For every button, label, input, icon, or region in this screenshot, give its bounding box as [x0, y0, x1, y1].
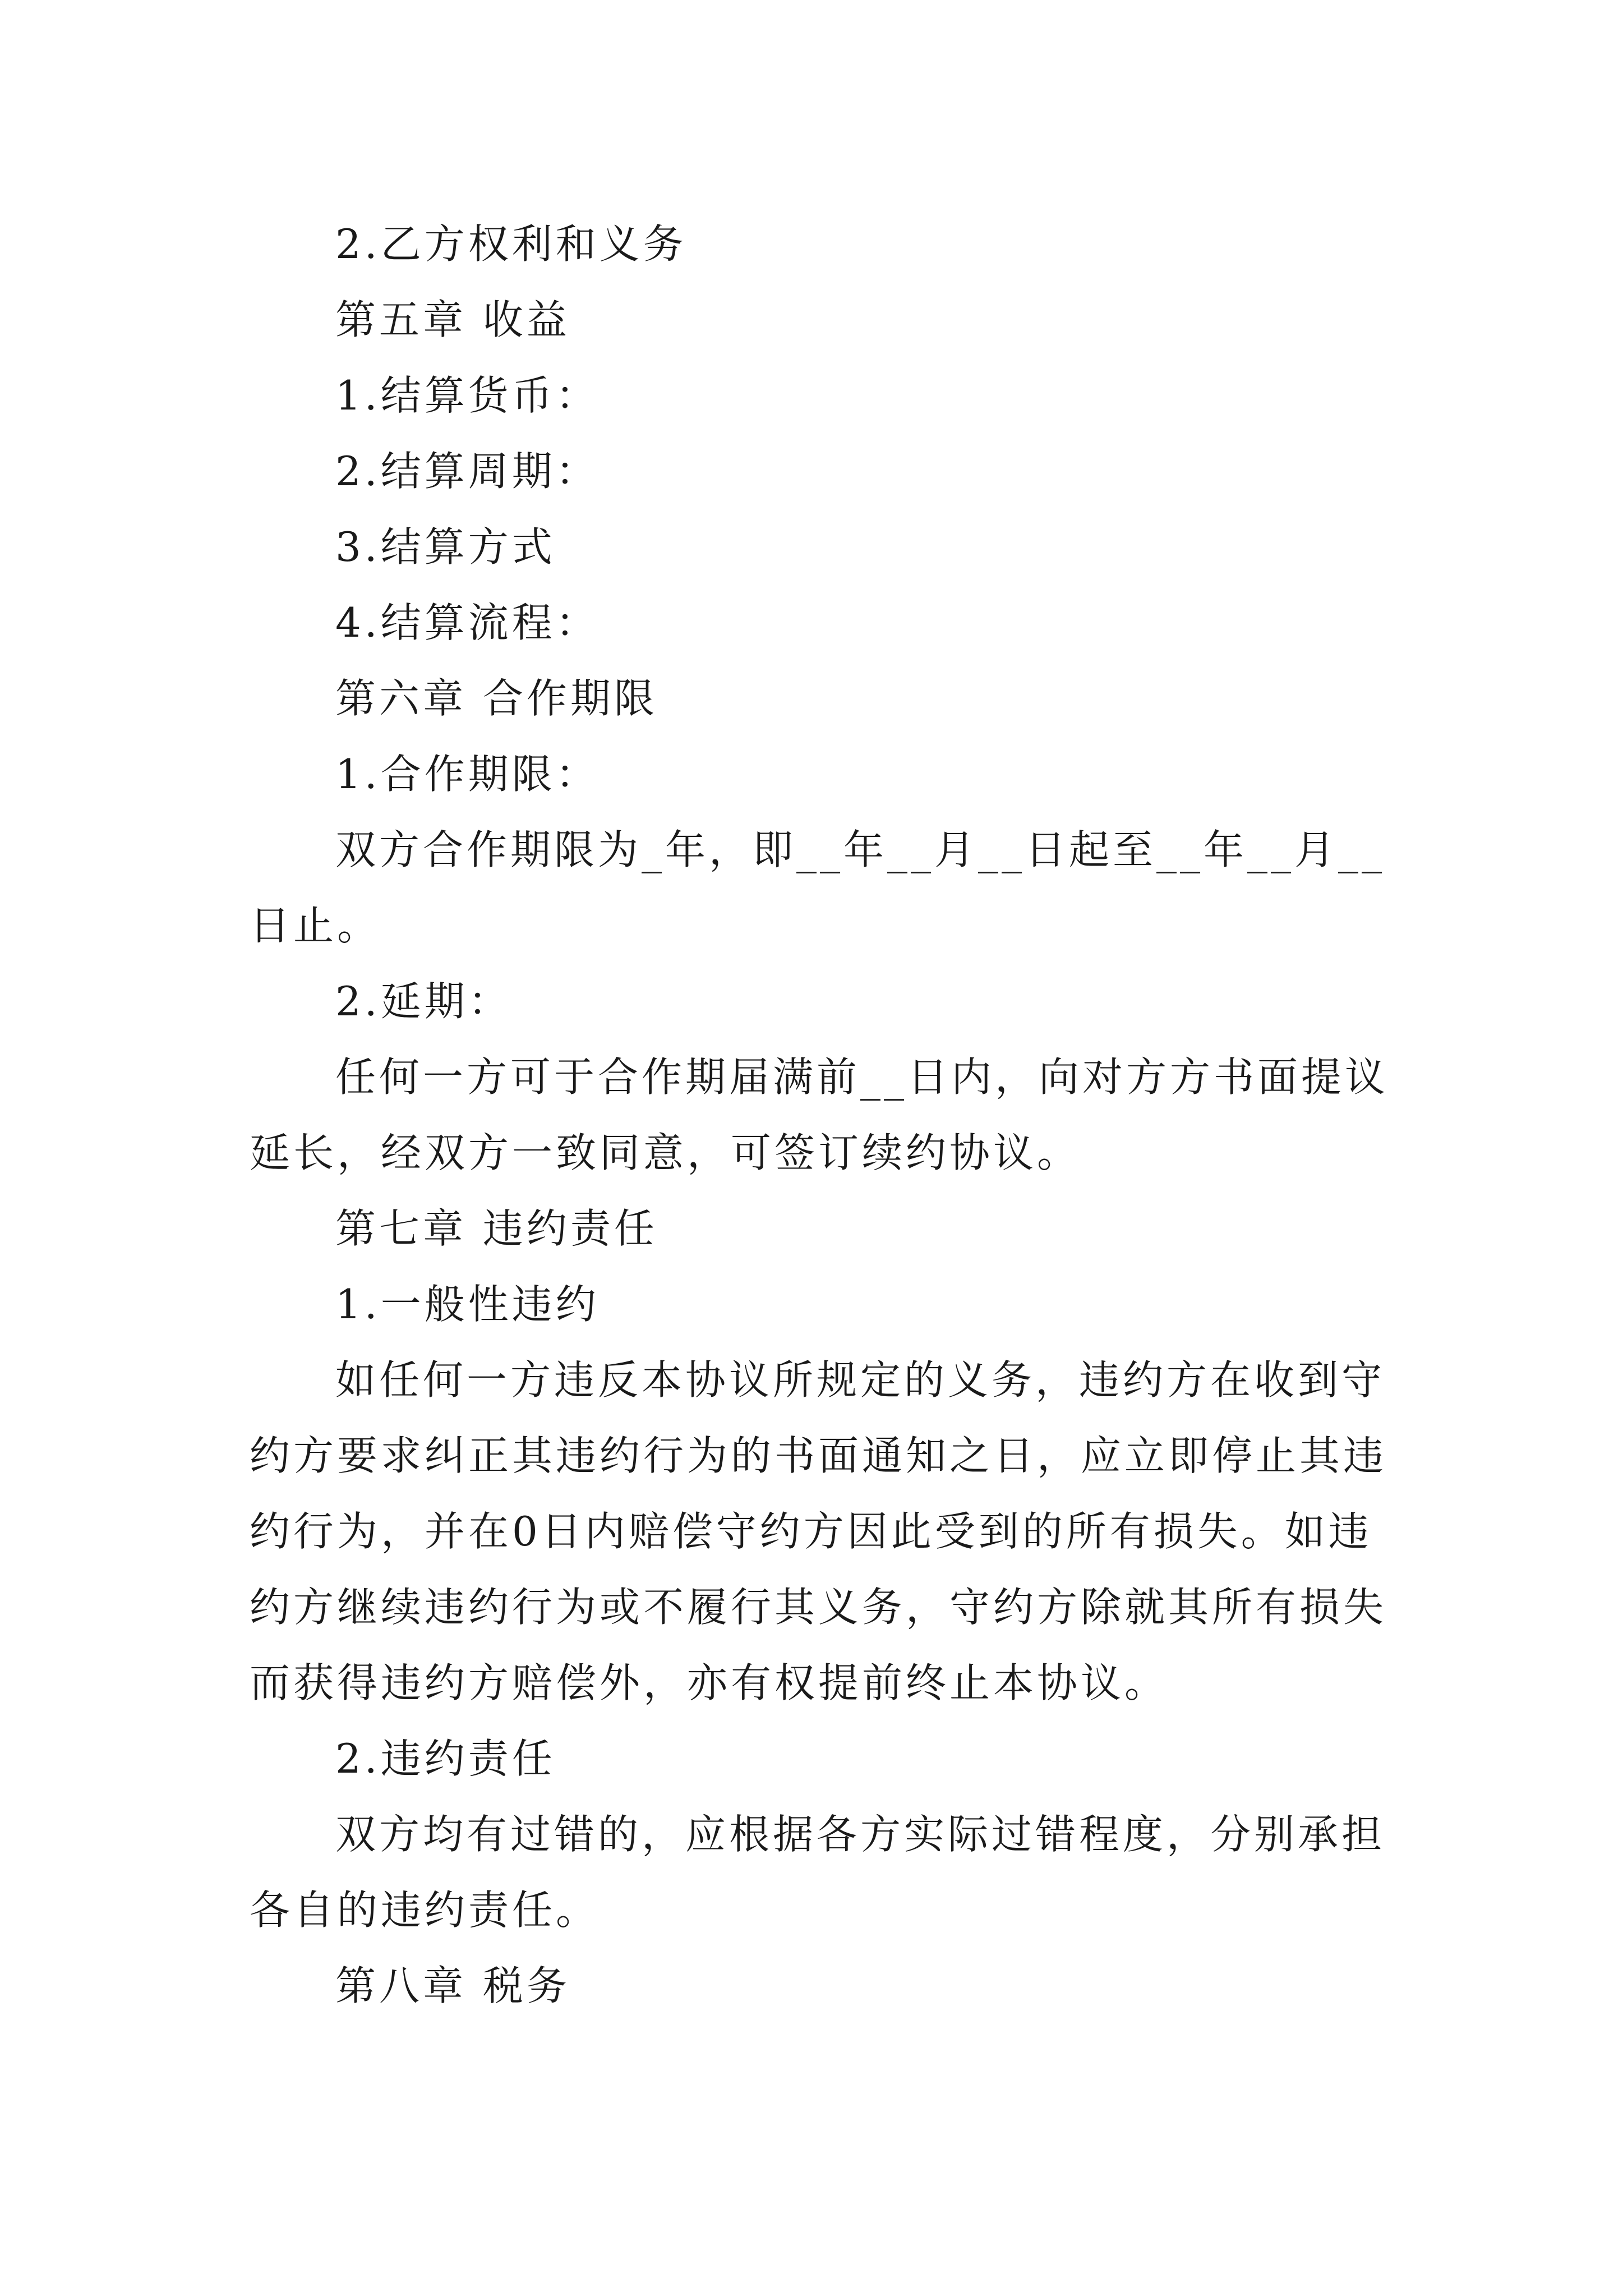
clause-breach-liability: 2.违约责任 — [335, 1735, 556, 1782]
chapter-6-heading: 第六章 合作期限 — [335, 675, 658, 722]
chapter-8-heading: 第八章 税务 — [335, 1962, 570, 2009]
clause-cooperation-term: 1.合作期限： — [335, 751, 600, 798]
breach-paragraph-line-2: 约方要求纠正其违约行为的书面通知之日，应立即停止其违 — [250, 1432, 1387, 1479]
term-paragraph-line-1: 双方合作期限为_年，即__年__月__日起至__年__月__ — [335, 826, 1386, 873]
breach-paragraph-line-4: 约方继续违约行为或不履行其义务，守约方除就其所有损失 — [250, 1584, 1387, 1631]
breach-paragraph-line-3: 约行为，并在0日内赔偿守约方因此受到的所有损失。如违 — [250, 1508, 1372, 1555]
clause-settlement-process: 4.结算流程： — [335, 599, 600, 646]
breach-paragraph-line-1: 如任何一方违反本协议所规定的义务，违约方在收到守 — [335, 1356, 1386, 1404]
clause-settlement-currency: 1.结算货币： — [335, 372, 600, 419]
clause-settlement-method: 3.结算方式 — [335, 523, 556, 570]
chapter-7-heading: 第七章 违约责任 — [335, 1205, 658, 1252]
liability-paragraph-line-2: 各自的违约责任。 — [250, 1887, 600, 1934]
clause-extension: 2.延期： — [335, 978, 512, 1025]
breach-paragraph-line-5: 而获得违约方赔偿外，亦有权提前终止本协议。 — [250, 1659, 1169, 1706]
chapter-5-heading: 第五章 收益 — [335, 296, 570, 343]
liability-paragraph-line-1: 双方均有过错的，应根据各方实际过错程度，分别承担 — [335, 1811, 1386, 1858]
clause-party-b-rights: 2.乙方权利和义务 — [335, 220, 687, 268]
term-paragraph-line-2: 日止。 — [250, 902, 381, 949]
clause-settlement-period: 2.结算周期： — [335, 448, 600, 495]
extension-paragraph-line-2: 延长，经双方一致同意，可签订续约协议。 — [250, 1129, 1081, 1176]
clause-general-breach: 1.一般性违约 — [335, 1281, 600, 1328]
extension-paragraph-line-1: 任何一方可于合作期届满前__日内，向对方方书面提议 — [335, 1053, 1389, 1101]
